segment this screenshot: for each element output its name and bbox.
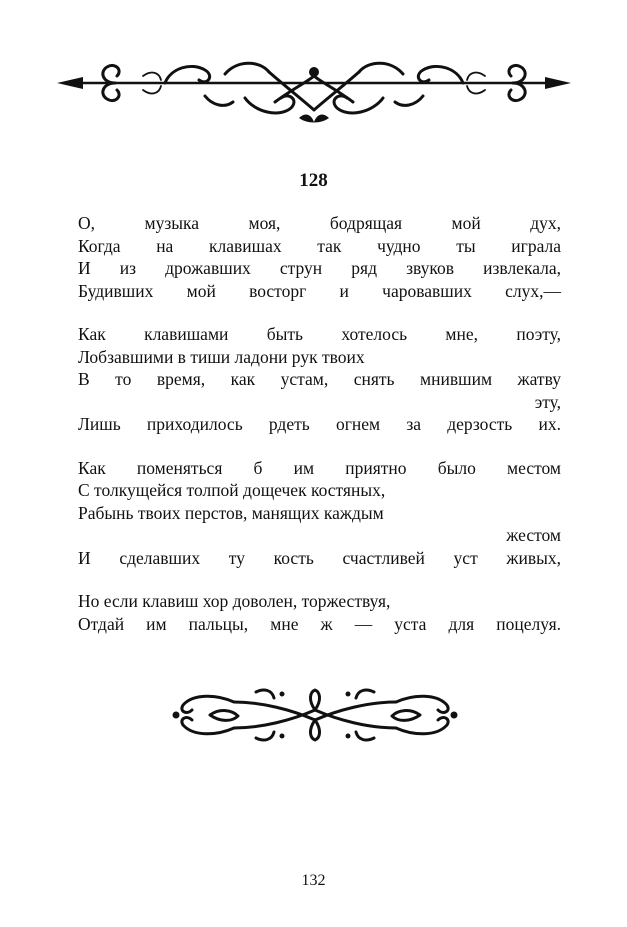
poem-line: Отдай им пальцы, мне ж — уста для поцелуя. [78, 613, 561, 634]
poem-line: Когда на клавишах так чудно ты играла [78, 235, 561, 256]
stanza-2 [78, 323, 561, 436]
poem-line-continuation: эту, [534, 391, 561, 412]
poem-line: Но если клавиш хор доволен, торжествуя, [78, 591, 391, 611]
stanza-4 [78, 590, 561, 635]
poem-line: С толкущейся толпой дощечек костяных, [78, 480, 386, 500]
poem-text [78, 212, 561, 656]
stanza-3 [78, 457, 561, 570]
poem-line: Как поменяться б им приятно было местом [78, 457, 561, 478]
bottom-scroll-ornament-icon [172, 686, 458, 744]
poem-line-continuation: жестом [506, 525, 561, 545]
poem-line: Лобзавшими в тиши ладони рук твоих [78, 346, 365, 367]
page-number: 132 [301, 872, 326, 889]
poem-line: В то время, как устам, снять мнившим жатву [78, 369, 561, 389]
poem-line: Будивших мой восторг и чаровавших слух,— [78, 280, 561, 301]
poem-line: И из дрожавших струн ряд звуков извлекала, [78, 258, 561, 278]
poem-line: И сделавших ту кость счастливей уст живых, [78, 547, 561, 568]
poem-line: Рабынь твоих перстов, манящих каждым [78, 502, 384, 523]
top-scroll-ornament-icon [55, 52, 573, 124]
stanza-1 [78, 212, 561, 302]
poem-line: Как клавишами быть хотелось мне, поэту, [78, 324, 561, 344]
sonnet-number: 128 [299, 170, 328, 191]
poem-line: О, музыка моя, бодрящая мой дух, [78, 213, 561, 233]
poem-line: Лишь приходилось рдеть огнем за дерзость их. [78, 414, 561, 434]
